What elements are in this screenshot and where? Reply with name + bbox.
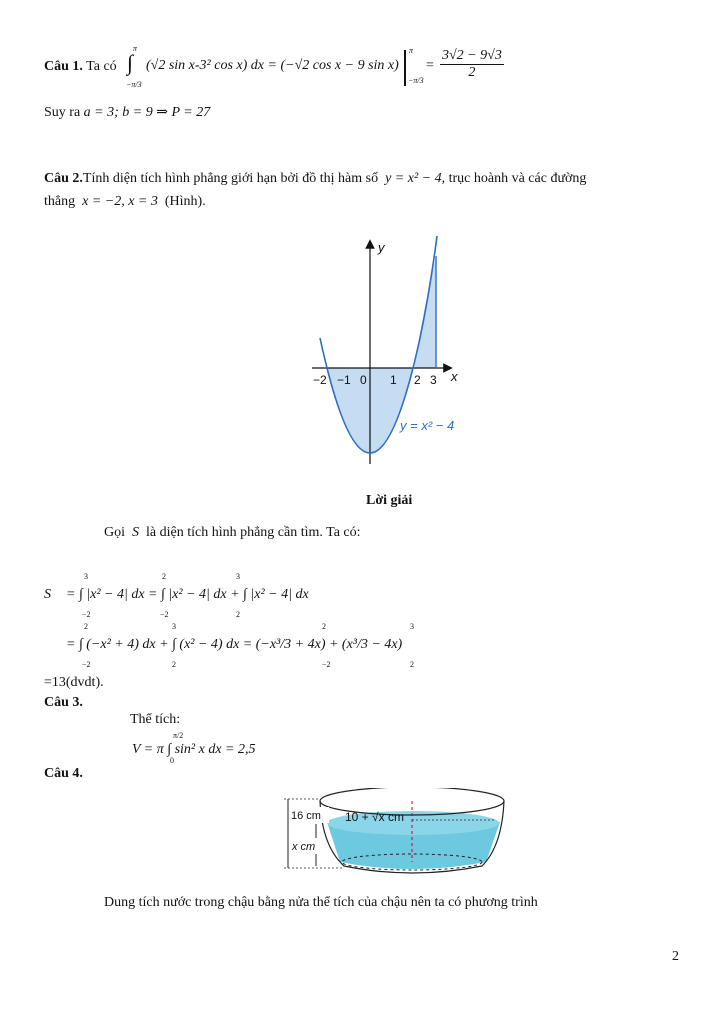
cau1-conclusion-line [44,104,210,122]
cau1-lead: Ta có [86,59,117,74]
bowl-figure [280,788,508,876]
limit2-3: 3 [172,622,176,631]
curve-label: y = x² − 4 [400,418,455,433]
cau2-text2: , trục hoành và các đường [441,171,587,186]
cau4-text: Dung tích nước trong chậu bằng nửa thể tích của chậu nên ta có phương trình [104,895,538,910]
limit-2a: 2 [162,572,166,581]
cau1-upper-limit: π [133,44,138,53]
eq1-lhs: S [44,587,51,602]
limit2-2: 2 [84,622,88,631]
limit2-eval-neg2: −2 [322,660,331,669]
limit-3b: 3 [236,572,240,581]
label-16cm: 16 cm [291,810,321,822]
cau2-label: Câu 2. [44,171,83,186]
eq1-body: = ∫ |x² − 4| dx = ∫ |x² − 4| dx + ∫ |x² − 4| dx [66,587,309,602]
cau2-text4: (Hình). [164,194,206,209]
limit2-eval-3: 3 [410,622,414,631]
tick-neg2: −2 [313,373,327,387]
goi-rest: là diện tích hình phẳng cần tìm. Ta có: [146,525,361,540]
cau1-conclusion: a = 3; b = 9 ⇒ P = 27 [83,105,211,120]
goi-line [104,524,361,542]
tick-3: 3 [430,373,437,387]
cau2-line2 [44,193,206,211]
cau3-lower-limit: 0 [170,756,174,765]
x-axis-label: x [451,369,458,384]
solution-title: Lời giải [366,493,413,508]
tick-1: 1 [390,373,397,387]
cau1-result-num: 3√2 − 9√3 [442,48,502,63]
cau1-lower-limit: −π/3 [126,80,142,89]
cau2-line1 [44,170,586,188]
limit-neg2: −2 [82,610,91,619]
s-symbol: S [132,525,139,540]
limit-3: 3 [84,572,88,581]
goi-text: Gọi [104,525,125,540]
label-xcm: x cm [292,841,316,853]
limit2-eval-2b: 2 [410,660,414,669]
the-tich-label: Thể tích: [130,712,181,727]
cau1-line [44,58,117,76]
limit-neg2b: −2 [160,610,169,619]
cau3-upper-limit: π/2 [173,731,184,740]
equals-sign: = [426,58,434,73]
cau1-integral [126,44,146,104]
cau1-integrand: (√2 sin x-3² cos x) dx = (−√2 cos x − 9 sin x) [146,58,399,73]
cau3-formula: V = π ∫ sin² x dx = 2,5 [132,742,256,757]
integral-sign: ∫ [127,50,134,75]
cau2-text3: thẳng [44,194,76,209]
evaluation-bar [404,50,406,86]
tick-neg1: −1 [337,373,351,387]
cau3-label: Câu 3. [44,695,83,710]
tick-2: 2 [414,373,421,387]
cau1-result [440,48,504,81]
y-axis-label: y [378,240,385,255]
suy-ra-text: Suy ra [44,105,81,120]
limit2-2b: 2 [172,660,176,669]
cau1-eval-upper: π [409,46,414,55]
eq3: =13(dvdt). [44,675,104,690]
cau2-text1: Tính diện tích hình phẳng giới hạn bởi đồ thị hàm số [82,171,379,186]
page-number: 2 [672,949,679,964]
cau1-result-den: 2 [468,65,476,80]
cau1-label: Câu 1. [44,59,83,74]
eq2-body: = ∫ (−x² + 4) dx + ∫ (x² − 4) dx = (−x³/3 + 4x) + (x³/3 − 4x) [66,637,403,652]
tick-0: 0 [360,373,367,387]
cau2-lines: x = −2, x = 3 [82,194,158,209]
limit2-eval-2: 2 [322,622,326,631]
cau2-function: y = x² − 4 [385,171,442,186]
cau1-eval-lower: −π/3 [408,76,424,85]
limit2-neg2: −2 [82,660,91,669]
label-radius: 10 + √x cm [345,810,404,824]
limit-2b: 2 [236,610,240,619]
cau4-label: Câu 4. [44,766,83,781]
parabola-graph [300,232,470,468]
